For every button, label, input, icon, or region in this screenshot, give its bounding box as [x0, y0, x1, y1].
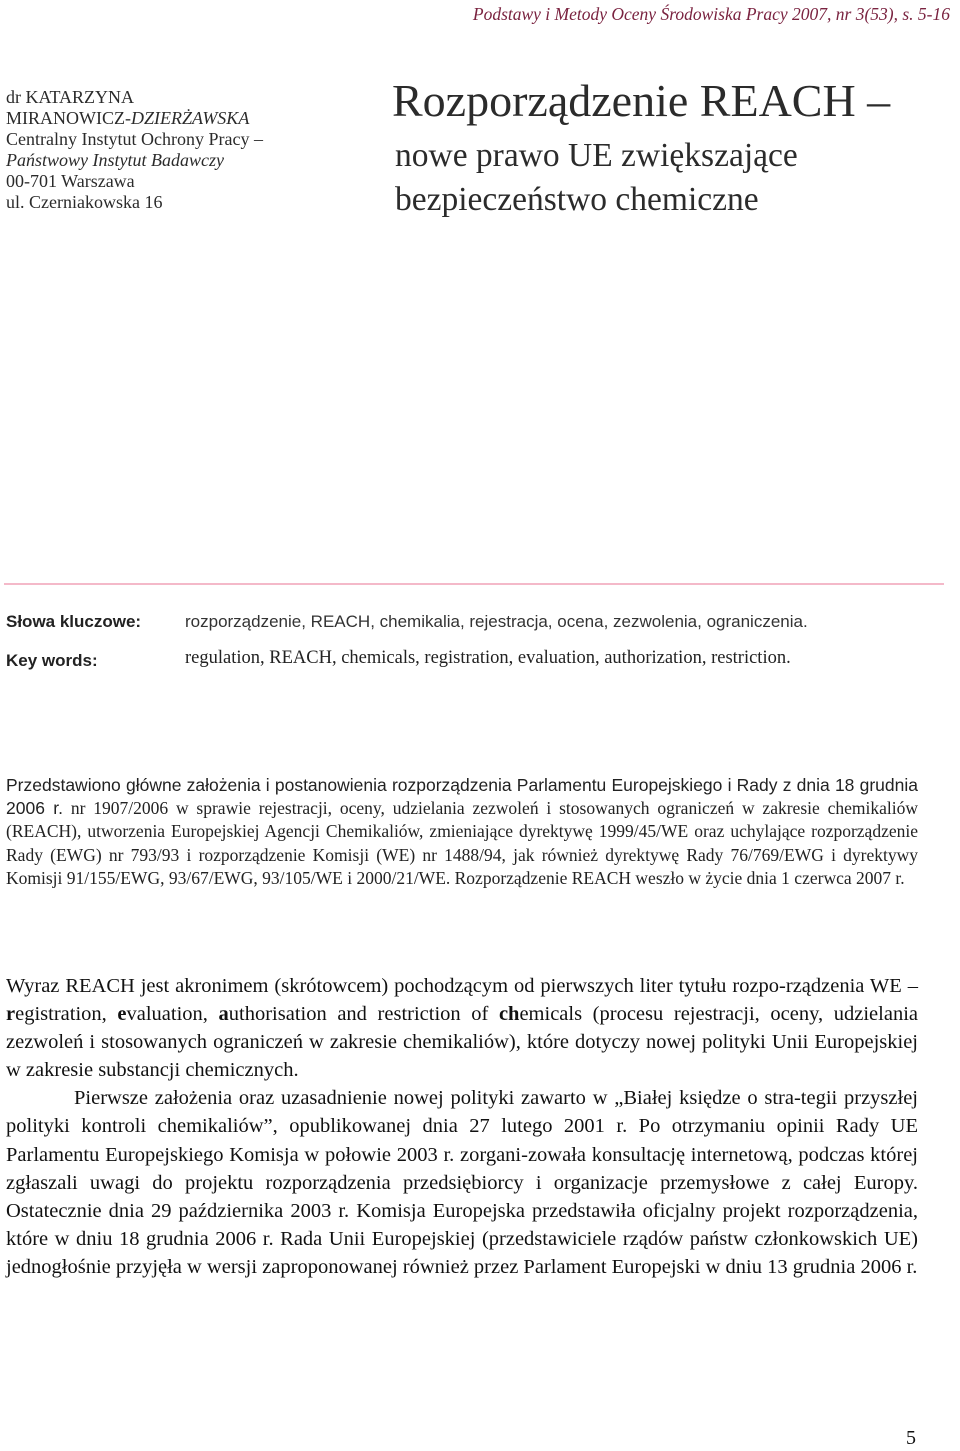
article-body [6, 972, 918, 1281]
article-title: Rozporządzenie REACH – [392, 75, 891, 126]
author-surname-part2: DZIERŻAWSKA [130, 108, 250, 128]
acronym-letter-e: e [117, 1003, 127, 1026]
author-name: dr KATARZYNA [6, 87, 135, 107]
body-text-run: emicals (procesu rejestracji, oceny, udzielania zezwoleń i stosowanych ograniczeń w zakresie chemikaliów), które dotyczy nowej polityki Unii Europejskiej w zakresie substancji chemicznych. [6, 1003, 918, 1082]
body-paragraph-1 [6, 972, 918, 1084]
acronym-letters-ch: ch [498, 1003, 520, 1026]
journal-citation: Podstawy i Metody Oceny Środowiska Pracy 2007, nr 3(53), s. 5-16 [472, 4, 950, 24]
author-surname-part1: MIRANOWICZ- [6, 108, 131, 128]
keywords-pl-text: rozporządzenie, REACH, chemikalia, rejestracja, ocena, zezwolenia, ograniczenia. [185, 612, 808, 631]
acronym-letter-a: a [218, 1003, 229, 1026]
section-divider [4, 583, 944, 585]
body-text-run: uthorisation and restriction of [228, 1003, 499, 1026]
abstract-paragraph [6, 774, 918, 890]
author-institution: Centralny Instytut Ochrony Pracy – [6, 129, 263, 149]
body-text-run: valuation, [126, 1003, 219, 1026]
keywords-en-label: Key words: [6, 651, 98, 670]
author-street: ul. Czerniakowska 16 [6, 192, 163, 212]
page-number: 5 [906, 1427, 916, 1449]
abstract-rest: nr 1907/2006 w sprawie rejestracji, oceny, udzielania zezwoleń i stosowanych ograniczeń w zakresie chemikaliów (REACH), utworzenia Europejskiej Agencji Chemikaliów, zmieniające dyrektywę 1999/45/WE oraz uchylające rozporządzenie Rady (EWG) nr 793/93 i rozporządzenie Komisji (WE) nr 1488/94, jak również dyrektywę Rady 76/769/EWG i dyrektywy Komisji 91/155/EWG, 93/67/EWG, 93/105/WE i 2000/21/WE. Rozporządzenie REACH weszło w życie dnia 1 czerwca 2007 r. [6, 798, 918, 888]
acronym-letter-r: r [6, 1003, 16, 1026]
keywords-pl-label: Słowa kluczowe: [6, 612, 142, 631]
author-institution-type: Państwowy Instytut Badawczy [6, 150, 224, 170]
body-text-run: egistration, [15, 1003, 118, 1026]
abstract [6, 774, 918, 890]
author-surname [6, 108, 306, 129]
body-text-run: Wyraz REACH jest akronimem (skrótowcem) pochodzącym od pierwszych liter tytułu rozpo-rządzenia WE – [6, 975, 918, 997]
body-paragraph-2: Pierwsze założenia oraz uzasadnienie nowej polityki zawarto w „Białej księdze o stra-tegii przyszłej polityki kontroli chemikaliów”, opublikowanej dnia 27 lutego 2001 r. Po otrzymaniu opinii Rady UE Parlamentu Europejskiego Komisja w połowie 2003 r. zorgani-zowała konsultację internetową, podczas której zgłaszali uwagi do projektu rozporządzenia przedsiębiorcy i organizacje przemysłowe z całej Europy. Ostatecznie dnia 29 października 2003 r. Komisja Europejska przedstawiła oficjalny projekt rozporządzenia, które w dniu 18 grudnia 2006 r. Rada Unii Europejskiej (przedstawiciele rządów państw członkowskich UE) jednogłośnie przyjęła w wersji zaproponowanej również przez Parlament Europejski w dniu 13 grudnia 2006 r. [6, 1087, 918, 1278]
author-block [6, 87, 306, 213]
keywords-en-text: regulation, REACH, chemicals, registration, evaluation, authorization, restriction. [185, 648, 791, 668]
author-postcode-city: 00-701 Warszawa [6, 171, 135, 191]
abstract-lead: Przedstawiono główne założenia i postanowienia rozporządzenia Parlamentu Europejskiego i Rady z dnia 18 grudnia 2006 r. [6, 775, 918, 819]
article-subtitle: nowe prawo UE zwiększające bezpieczeństwo chemiczne [395, 137, 798, 218]
